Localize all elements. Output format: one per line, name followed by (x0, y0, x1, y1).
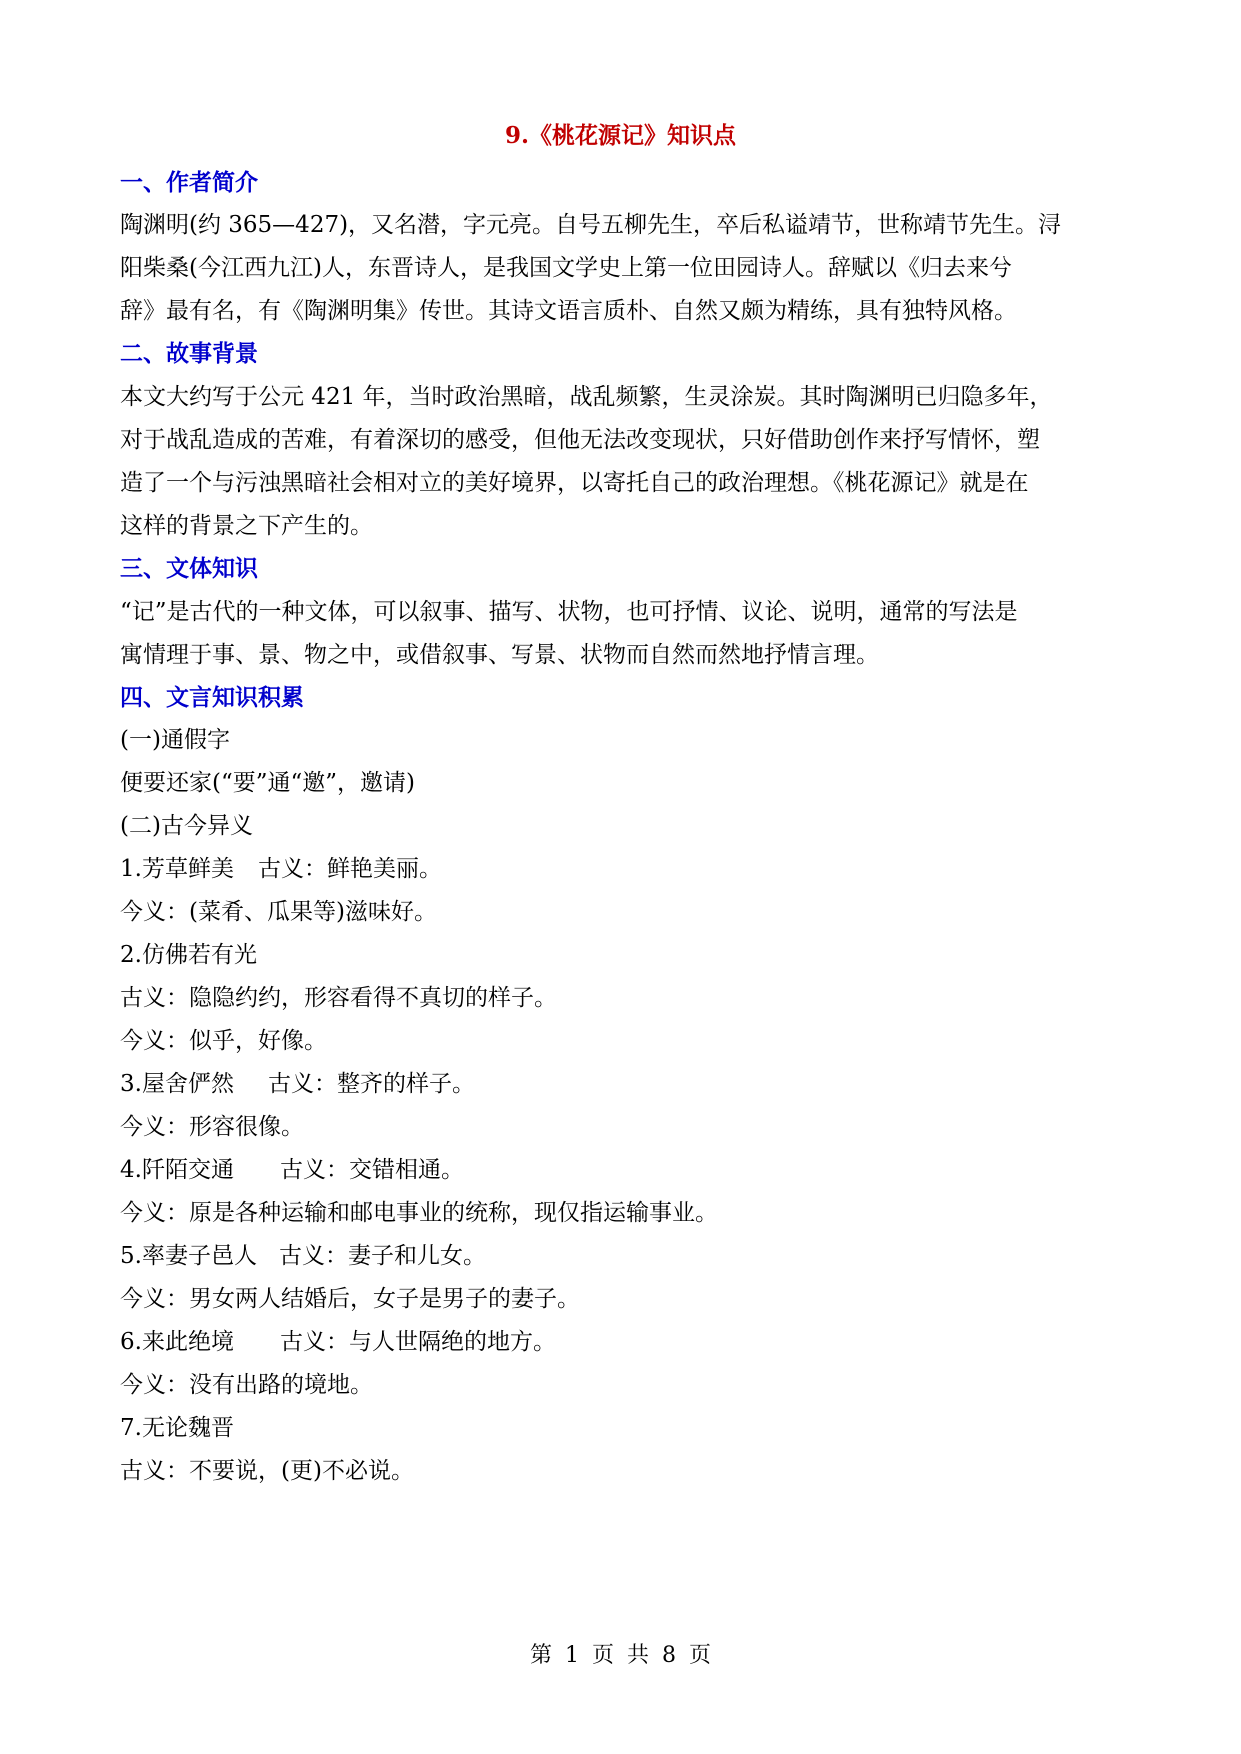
paragraph-line: 辞》最有名，有《陶渊明集》传世。其诗文语言质朴、自然又颇为精练，具有独特风格。 (120, 298, 1017, 324)
gujin-ancient-meaning: 古义：妻子和儿女。 (278, 1243, 486, 1269)
section-heading-genre: 三、文体知识 (120, 555, 258, 582)
gujin-phrase: 1.芳草鲜美 (120, 856, 234, 882)
gujin-phrase: 7.无论魏晋 (120, 1415, 234, 1441)
subheading-gujin: (二)古今异义 (120, 813, 253, 839)
paragraph-line: 造了一个与污浊黑暗社会相对立的美好境界，以寄托自己的政治理想。《桃花源记》就是在 (120, 470, 1029, 496)
subheading-tongjia: (一)通假字 (120, 727, 230, 753)
gujin-modern-meaning: 今义：(菜肴、瓜果等)滋味好。 (120, 899, 437, 925)
section-heading-classical: 四、文言知识积累 (120, 684, 304, 711)
gujin-ancient-meaning: 古义：不要说，(更)不必说。 (120, 1458, 414, 1484)
paragraph-line: “记”是古代的一种文体，可以叙事、描写、状物，也可抒情、议论、说明，通常的写法是 (120, 599, 1018, 625)
paragraph-line: 寓情理于事、景、物之中，或借叙事、写景、状物而自然而然地抒情言理。 (120, 642, 879, 668)
gujin-item (120, 1238, 486, 1274)
gujin-phrase: 4.阡陌交通 (120, 1157, 234, 1183)
gujin-item (120, 1152, 464, 1188)
page-title: 9.《桃花源记》知识点 (504, 122, 736, 149)
gujin-modern-meaning: 今义：形容很像。 (120, 1114, 304, 1140)
paragraph-line: 本文大约写于公元 421 年，当时政治黑暗，战乱频繁，生灵涂炭。其时陶渊明已归隐多年， (120, 384, 1053, 410)
gujin-item (120, 1066, 475, 1102)
gujin-modern-meaning: 今义：原是各种运输和邮电事业的统称，现仅指运输事业。 (120, 1200, 718, 1226)
paragraph-line: 陶渊明(约 365—427)，又名潜，字元亮。自号五柳先生，卒后私谥靖节，世称靖节先生。浔 (120, 212, 1062, 238)
gujin-modern-meaning: 今义：没有出路的境地。 (120, 1372, 373, 1398)
gujin-ancient-meaning: 古义：鲜艳美丽。 (257, 856, 442, 882)
gujin-item (120, 851, 442, 887)
gujin-phrase: 5.率妻子邑人 (120, 1243, 257, 1269)
gujin-ancient-meaning: 古义：与人世隔绝的地方。 (279, 1329, 556, 1355)
section-heading-author: 一、作者简介 (120, 169, 258, 196)
paragraph-line: 对于战乱造成的苦难，有着深切的感受，但他无法改变现状，只好借助创作来抒写情怀，塑 (120, 427, 1040, 453)
gujin-modern-meaning: 今义：男女两人结婚后，女子是男子的妻子。 (120, 1286, 580, 1312)
gujin-item (120, 1324, 556, 1360)
gujin-ancient-meaning: 古义：整齐的样子。 (267, 1071, 475, 1097)
tongjia-entry: 便要还家(“要”通“邀”，邀请) (120, 770, 415, 796)
paragraph-line: 阳柴桑(今江西九江)人，东晋诗人，是我国文学史上第一位田园诗人。辞赋以《归去来兮 (120, 255, 1012, 281)
gujin-ancient-meaning: 古义：交错相通。 (279, 1157, 464, 1183)
gujin-phrase: 3.屋舍俨然 (120, 1071, 234, 1097)
gujin-modern-meaning: 今义：似乎，好像。 (120, 1028, 327, 1054)
page-number-footer: 第 1 页 共 8 页 (530, 1643, 711, 1668)
section-heading-background: 二、故事背景 (120, 340, 258, 367)
gujin-phrase: 6.来此绝境 (120, 1329, 234, 1355)
gujin-phrase: 2.仿佛若有光 (120, 942, 257, 968)
gujin-ancient-meaning: 古义：隐隐约约，形容看得不真切的样子。 (120, 985, 557, 1011)
paragraph-line: 这样的背景之下产生的。 (120, 513, 373, 539)
